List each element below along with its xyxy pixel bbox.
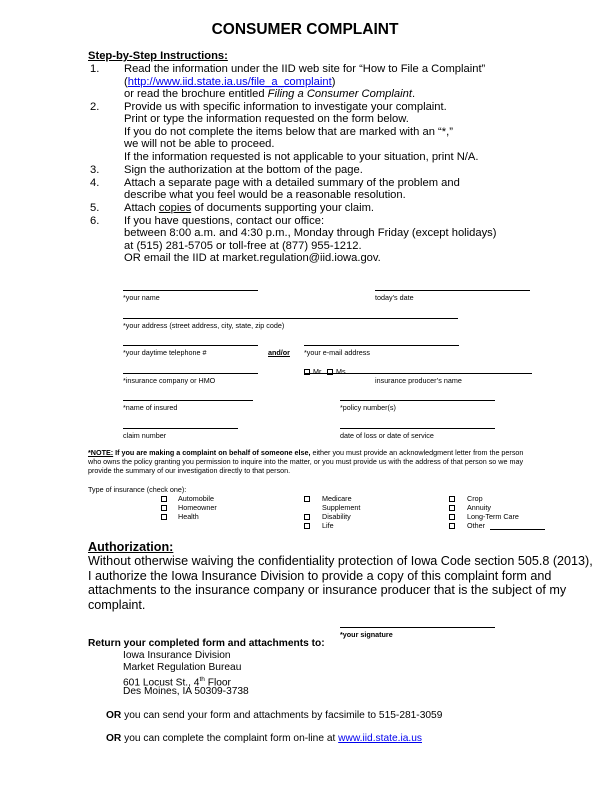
- supplement-label: Supplement: [322, 503, 361, 512]
- email-label: *your e-mail address: [304, 348, 370, 357]
- insurance-type-label: Type of insurance (check one):: [88, 485, 187, 494]
- long-term-care-label: Long-Term Care: [467, 512, 519, 521]
- signature-label: *your signature: [340, 630, 393, 639]
- long-term-care-checkbox[interactable]: [449, 514, 455, 520]
- instruction-number: 5.: [90, 202, 100, 214]
- claim-number-field[interactable]: [123, 428, 238, 429]
- instruction-text: Read the information under the IID web site for “How to File a Complaint”: [124, 63, 486, 75]
- producer-name-field[interactable]: [304, 373, 532, 374]
- insurance-company-field[interactable]: [123, 373, 258, 374]
- life-checkbox[interactable]: [304, 523, 310, 529]
- authorization-line: attachments to the insurance company or insurance producer that is the subject of my: [88, 583, 567, 597]
- complaint-url-link[interactable]: (http://www.iid.state.ia.us/file_a_complaint): [124, 76, 336, 88]
- online-line: OR you can complete the complaint form on-line at www.iid.state.ia.us: [106, 733, 422, 744]
- mr-label: Mr.: [313, 367, 323, 376]
- instructions-heading: Step-by-Step Instructions:: [88, 50, 228, 62]
- instruction-text: describe what you feel would be a reasonable resolution.: [124, 189, 406, 201]
- return-heading: Return your completed form and attachments to:: [88, 638, 325, 649]
- complaint-url[interactable]: http://www.iid.state.ia.us/file_a_complaint: [127, 76, 332, 88]
- todays-date-field[interactable]: [375, 290, 530, 291]
- instruction-text: we will not be able to proceed.: [124, 138, 275, 150]
- instruction-text: Sign the authorization at the bottom of the page.: [124, 164, 363, 176]
- instruction-text: at (515) 281-5705 or toll-free at (877) 955-1212.: [124, 240, 362, 252]
- medicare-checkbox[interactable]: [304, 496, 310, 502]
- instruction-number: 1.: [90, 63, 100, 75]
- crop-label: Crop: [467, 494, 483, 503]
- page-title: CONSUMER COMPLAINT: [211, 21, 399, 38]
- homeowner-checkbox[interactable]: [161, 505, 167, 511]
- insurance-company-label: *insurance company or HMO: [123, 376, 216, 385]
- email-field[interactable]: [304, 345, 459, 346]
- note-line-2: who owns the policy granting you permission to inquire into the matter, or you must provide us with the address of that person so we may: [88, 457, 524, 466]
- instruction-text: Attach a separate page with a detailed summary of the problem and: [124, 177, 460, 189]
- iid-website-link[interactable]: www.iid.state.ia.us: [338, 733, 422, 744]
- annuity-checkbox[interactable]: [449, 505, 455, 511]
- claim-number-label: claim number: [123, 431, 167, 440]
- policy-numbers-field[interactable]: [340, 400, 495, 401]
- producer-name-label: insurance producer’s name: [375, 376, 462, 385]
- instruction-text: Print or type the information requested on the form below.: [124, 113, 409, 125]
- instruction-text: Attach copies of documents supporting your claim.: [124, 202, 374, 214]
- annuity-label: Annuity: [467, 503, 491, 512]
- your-name-label: *your name: [123, 293, 160, 302]
- disability-checkbox[interactable]: [304, 514, 310, 520]
- ms-checkbox[interactable]: [327, 369, 333, 375]
- instruction-text: If you do not complete the items below that are marked with an “*,”: [124, 126, 453, 138]
- return-address-line: 601 Locust St., 4th Floor: [123, 676, 231, 689]
- instruction-text: or read the brochure entitled Filing a Consumer Complaint.: [124, 88, 416, 100]
- todays-date-label: today’s date: [375, 293, 414, 302]
- authorization-line: Without otherwise waiving the confidentiality protection of Iowa Code section 505.8 (2013),: [88, 554, 593, 568]
- name-insured-label: *name of insured: [123, 403, 178, 412]
- other-label: Other: [467, 521, 485, 530]
- disability-label: Disability: [322, 512, 351, 521]
- instruction-number: 3.: [90, 164, 100, 176]
- other-field[interactable]: [490, 529, 545, 530]
- policy-numbers-label: *policy number(s): [340, 403, 396, 412]
- address-label: *your address (street address, city, state, zip code): [123, 321, 285, 330]
- return-address-line: Des Moines, IA 50309-3738: [123, 686, 249, 697]
- other-checkbox[interactable]: [449, 523, 455, 529]
- return-address-line: Iowa Insurance Division: [123, 650, 231, 661]
- note-line-1: *NOTE: If you are making a complaint on behalf of someone else, either you must provide an acknowledgment letter from the person: [88, 448, 524, 457]
- fax-line: OR you can send your form and attachments by facsimile to 515-281-3059: [106, 710, 443, 721]
- authorization-heading: Authorization:: [88, 540, 174, 554]
- date-loss-label: date of loss or date of service: [340, 431, 434, 440]
- homeowner-label: Homeowner: [178, 503, 217, 512]
- and-or-label: and/or: [268, 348, 290, 357]
- life-label: Life: [322, 521, 334, 530]
- instruction-text: If the information requested is not applicable to your situation, print N/A.: [124, 151, 479, 163]
- instruction-number: 6.: [90, 215, 100, 227]
- ms-label: Ms.: [335, 367, 348, 376]
- signature-field[interactable]: [340, 627, 495, 628]
- instruction-number: 2.: [90, 101, 100, 113]
- crop-checkbox[interactable]: [449, 496, 455, 502]
- automobile-label: Automobile: [178, 494, 214, 503]
- instruction-text: between 8:00 a.m. and 4:30 p.m., Monday through Friday (except holidays): [124, 227, 497, 239]
- instruction-text: Provide us with specific information to investigate your complaint.: [124, 101, 447, 113]
- mr-ms-options[interactable]: [304, 367, 348, 376]
- instruction-text: If you have questions, contact our office:: [124, 215, 325, 227]
- mr-checkbox[interactable]: [304, 369, 310, 375]
- address-field[interactable]: [123, 318, 458, 319]
- instruction-number: 4.: [90, 177, 100, 189]
- note-line-3: provide the summary of our investigation directly to that person.: [88, 466, 291, 475]
- automobile-checkbox[interactable]: [161, 496, 167, 502]
- return-address-line: Market Regulation Bureau: [123, 662, 242, 673]
- name-insured-field[interactable]: [123, 400, 253, 401]
- medicare-label: Medicare: [322, 494, 352, 503]
- instruction-text: OR email the IID at market.regulation@iid.iowa.gov.: [124, 252, 381, 264]
- authorization-line: complaint.: [88, 598, 146, 612]
- health-label: Health: [178, 512, 199, 521]
- phone-label: *your daytime telephone #: [123, 348, 207, 357]
- health-checkbox[interactable]: [161, 514, 167, 520]
- authorization-line: I authorize the Iowa Insurance Division to provide a copy of this complaint form and: [88, 569, 552, 583]
- your-name-field[interactable]: [123, 290, 258, 291]
- date-loss-field[interactable]: [340, 428, 495, 429]
- phone-field[interactable]: [123, 345, 258, 346]
